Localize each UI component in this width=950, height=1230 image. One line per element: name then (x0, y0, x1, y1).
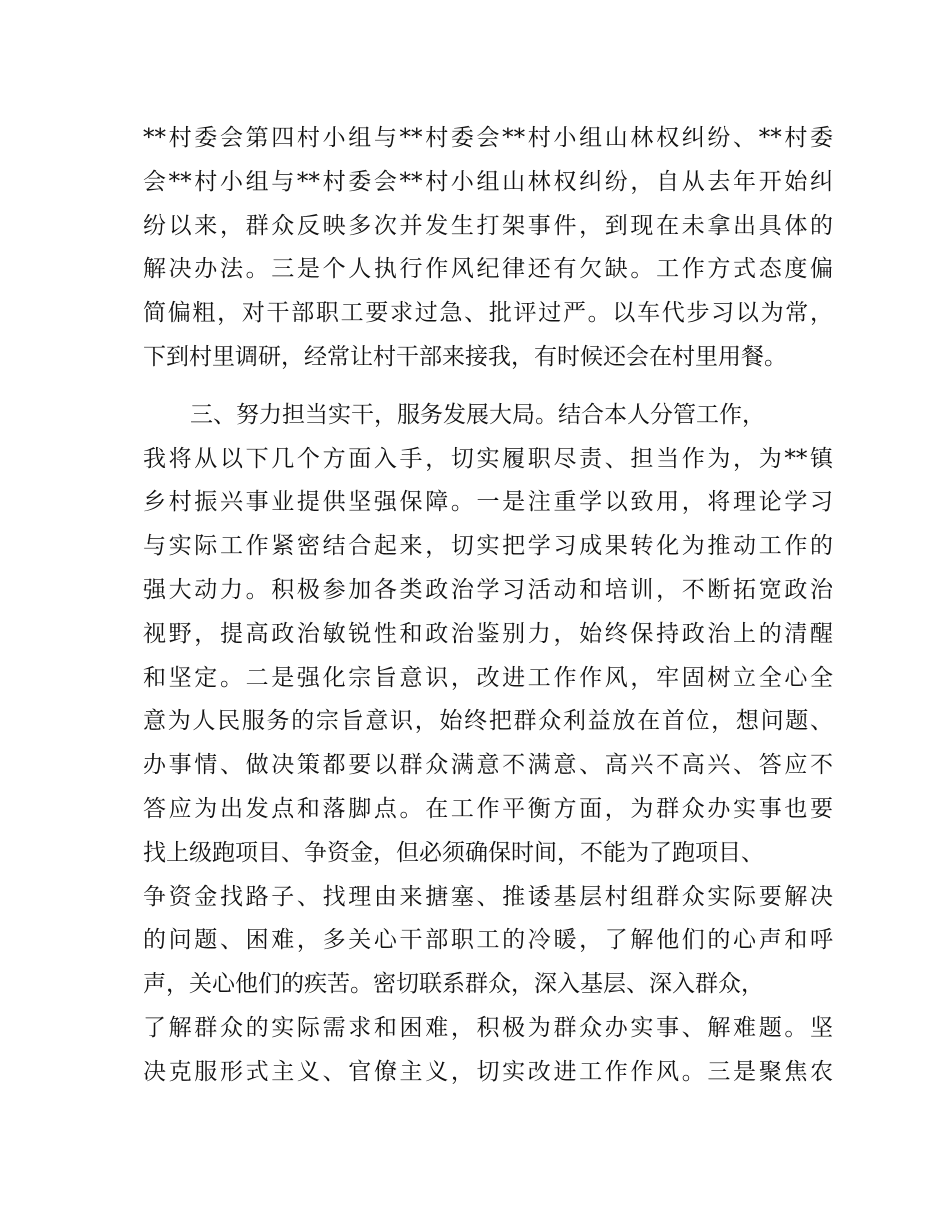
text-line: 我将从以下几个方面入手，切实履职尽责、担当作为，为**镇 (143, 445, 833, 472)
text-line: 乡村振兴事业提供坚强保障。一是注重学以致用，将理论学习 (143, 489, 833, 516)
paragraph-gap (143, 380, 833, 394)
text-line: 简偏粗，对干部职工要求过急、批评过严。以车代步习以为常， (143, 300, 833, 327)
text-line: 纷以来，群众反映多次并发生打架事件，到现在未拿出具体的 (143, 212, 833, 239)
paragraph-1 (143, 117, 833, 380)
text-line: 找上级跑项目、争资金，但必须确保时间，不能为了跑项目、 (143, 839, 764, 866)
text-line: **村委会第四村小组与**村委会**村小组山林权纠纷、**村委 (143, 125, 833, 151)
text-line: 的问题、困难，多关心干部职工的冷暖，了解他们的心声和呼 (143, 927, 833, 954)
text-line: 强大动力。积极参加各类政治学习活动和培训，不断拓宽政治 (143, 576, 833, 603)
text-line: 和坚定。二是强化宗旨意识，改进工作作风，牢固树立全心全 (143, 664, 833, 691)
text-line: 争资金找路子、找理由来搪塞、推诿基层村组群众实际要解决 (143, 883, 833, 910)
text-line: 答应为出发点和落脚点。在工作平衡方面，为群众办实事也要 (143, 795, 833, 822)
text-line: 会**村小组与**村委会**村小组山林权纠纷，自从去年开始纠 (143, 168, 833, 195)
text-line: 意为人民服务的宗旨意识，始终把群众利益放在首位，想问题、 (143, 708, 833, 735)
text-line: 视野，提高政治敏锐性和政治鉴别力，始终保持政治上的清醒 (143, 620, 833, 647)
text-line: 三、努力担当实干，服务发展大局。结合本人分管工作， (190, 401, 765, 428)
text-line: 声，关心他们的疾苦。密切联系群众，深入基层、深入群众， (143, 971, 764, 998)
document-body (143, 117, 833, 1095)
text-line: 决克服形式主义、官僚主义，切实改进工作作风。三是聚焦农 (143, 1058, 833, 1085)
text-line: 解决办法。三是个人执行作风纪律还有欠缺。工作方式态度偏 (143, 256, 833, 283)
paragraph-2 (143, 394, 833, 1095)
text-line: 下到村里调研，经常让村干部来接我，有时候还会在村里用餐。 (143, 343, 787, 370)
text-line: 与实际工作紧密结合起来，切实把学习成果转化为推动工作的 (143, 533, 833, 560)
text-line: 了解群众的实际需求和困难，积极为群众办实事、解难题。坚 (143, 1014, 833, 1041)
text-line: 办事情、做决策都要以群众满意不满意、高兴不高兴、答应不 (143, 752, 833, 779)
